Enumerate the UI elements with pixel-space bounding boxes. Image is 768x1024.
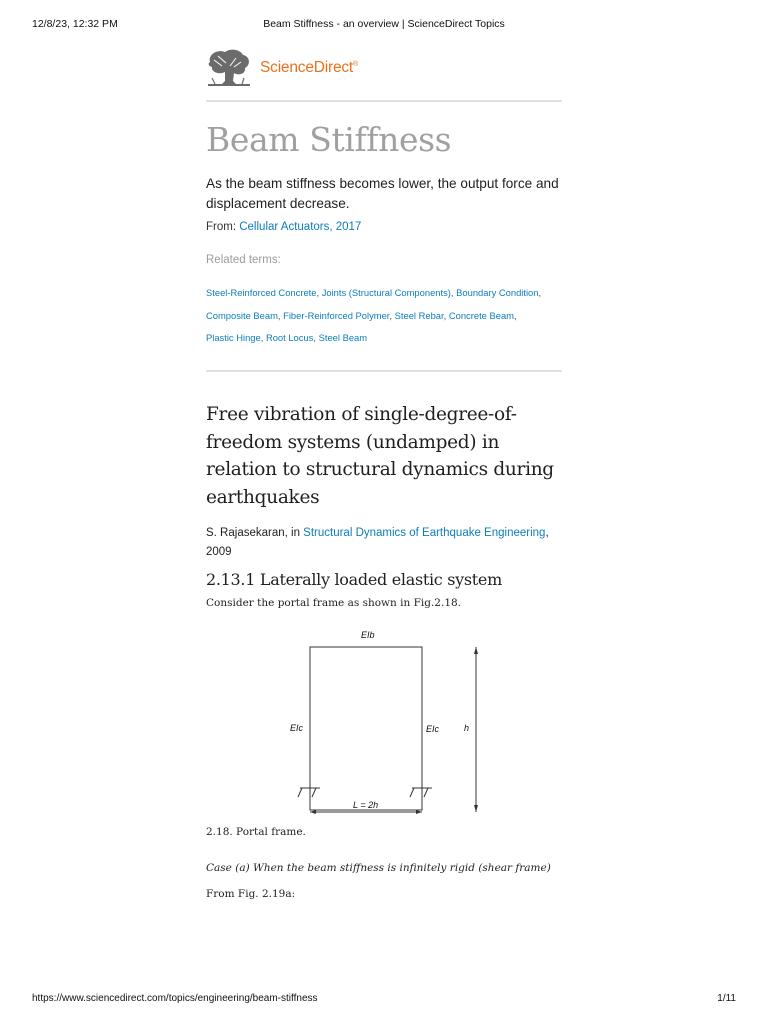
related-terms-label: Related terms: <box>206 254 281 266</box>
related-term-link[interactable]: Joints (Structural Components) <box>321 287 451 298</box>
portal-frame-figure <box>280 622 500 822</box>
divider <box>206 100 562 102</box>
publication-year: 2009 <box>206 545 232 558</box>
print-url: https://www.sciencedirect.com/topics/engineering/beam-stiffness <box>32 993 318 1004</box>
left-column-label: EIc <box>290 723 304 733</box>
author-line: S. Rajasekaran, in Structural Dynamics of Earthquake Engineering, 2009 <box>206 527 549 558</box>
related-terms-list: Steel-Reinforced Concrete, Joints (Structural Components), Boundary Condition, Composite Beam, Fiber-Reinforced Polymer, Steel Rebar, Concrete Beam, Plastic Hinge, Root Locus, Steel Beam <box>206 287 542 343</box>
related-term-link[interactable]: Fiber-Reinforced Polymer <box>283 309 390 321</box>
print-page-number: 1/11 <box>717 993 736 1004</box>
sciencedirect-logo[interactable] <box>206 48 358 88</box>
related-term-link[interactable]: Composite Beam <box>206 309 278 321</box>
print-datetime: 12/8/23, 12:32 PM <box>32 18 118 30</box>
beam-label: EIb <box>361 630 375 640</box>
case-text: Case (a) When the beam stiffness is infinitely rigid (shear frame) <box>206 862 551 874</box>
span-label: L = 2h <box>353 800 379 810</box>
print-page-title: Beam Stiffness - an overview | ScienceDirect Topics <box>263 18 505 30</box>
author-prefix: S. Rajasekaran, in <box>206 527 300 539</box>
related-term-link[interactable]: Concrete Beam <box>448 309 514 321</box>
right-column-label: EIc <box>426 724 440 734</box>
chapter-title[interactable]: Free vibration of single-degree-of-freedom systems (undamped) in relation to structural dynamics during earthquakes <box>206 404 554 508</box>
related-term-link[interactable]: Boundary Condition <box>456 287 539 298</box>
source-link[interactable]: Cellular Actuators, 2017 <box>239 221 362 233</box>
related-term-link[interactable]: Steel Beam <box>318 332 368 343</box>
trademark: ® <box>353 60 358 68</box>
definition-text: As the beam stiffness becomes lower, the output force and displacement decrease. <box>206 176 559 211</box>
brand-name: ScienceDirect® <box>260 59 358 76</box>
subsection-heading: 2.13.1 Laterally loaded elastic system <box>206 570 502 589</box>
page-title: Beam Stiffness <box>206 120 452 159</box>
divider <box>206 370 562 372</box>
related-term-link[interactable]: Plastic Hinge <box>206 332 261 343</box>
from-label: From: <box>206 221 237 233</box>
body-text: From Fig. 2.19a: <box>206 888 296 900</box>
figure-caption: 2.18. Portal frame. <box>206 826 306 838</box>
related-term-link[interactable]: Steel-Reinforced Concrete <box>206 287 317 298</box>
related-term-link[interactable]: Root Locus <box>265 332 314 343</box>
related-term-link[interactable]: Steel Rebar <box>394 309 444 321</box>
book-link[interactable]: Structural Dynamics of Earthquake Engineering <box>303 527 546 539</box>
elsevier-tree-icon <box>206 48 252 88</box>
frame-outline <box>310 647 422 810</box>
height-label: h <box>464 723 470 733</box>
source-line <box>206 221 361 233</box>
body-text: Consider the portal frame as shown in Fig.2.18. <box>206 597 462 609</box>
